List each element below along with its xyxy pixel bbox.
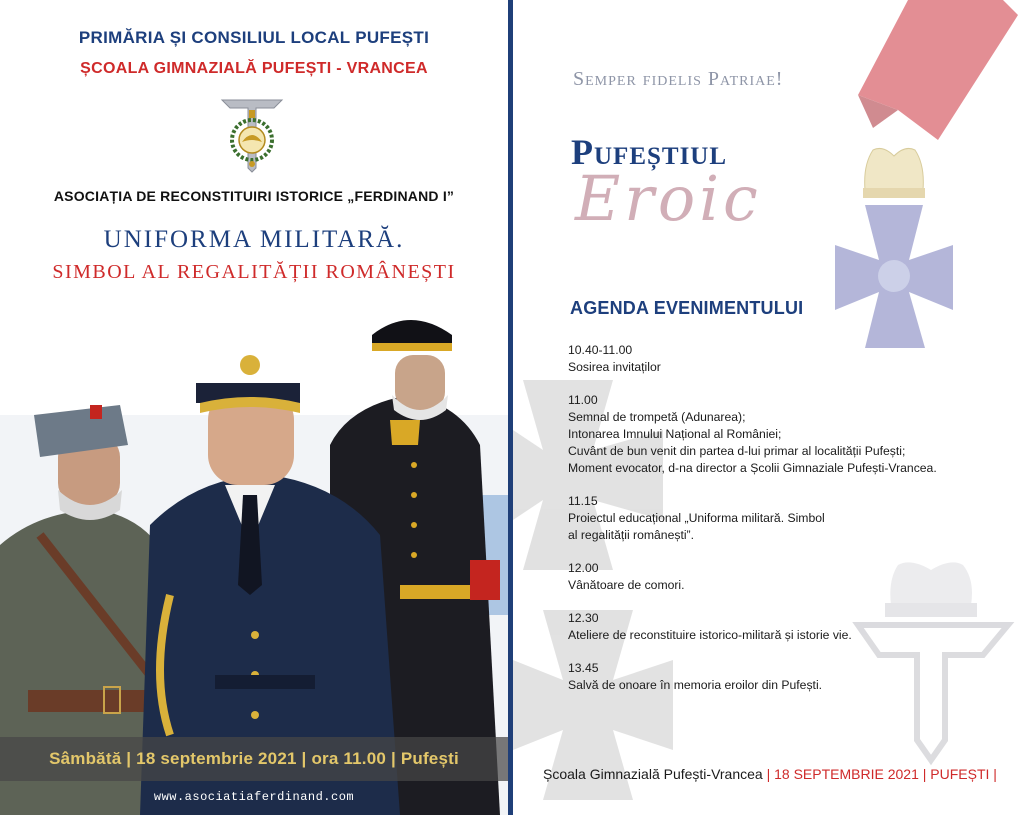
agenda-line: Ateliere de reconstituire istorico-militară și istorie vie.: [568, 628, 852, 642]
agenda-line: al regalității românești”.: [568, 528, 694, 542]
agenda-item: [568, 660, 1018, 694]
agenda-line: Semnal de trompetă (Adunarea);: [568, 410, 746, 424]
left-panel: [0, 0, 508, 815]
agenda-item: [568, 342, 1018, 376]
event-date-text: Sâmbătă | 18 septembrie 2021 | ora 11.00 | Pufești: [49, 749, 459, 768]
event-date-bar: [0, 737, 508, 781]
agenda-title: AGENDA EVENIMENTULUI: [570, 298, 804, 318]
agenda-item: [568, 493, 1018, 544]
agenda-list: [568, 342, 1018, 710]
right-panel: [513, 0, 1024, 815]
org-line-scoala: ȘCOALA GIMNAZIALĂ PUFEȘTI - VRANCEA: [80, 60, 428, 77]
footer-line: [543, 766, 1023, 782]
headline-simbol: SIMBOL AL REGALITĂȚII ROMÂNEȘTI: [52, 261, 456, 283]
org-line-primaria: PRIMĂRIA ȘI CONSILIUL LOCAL PUFEȘTI: [78, 28, 430, 47]
agenda-time: 12.30: [568, 611, 599, 625]
ferdinand-crest-icon: [218, 98, 286, 174]
agenda-time: 10.40-11.00: [568, 343, 633, 357]
agenda-line: Sosirea invitaților: [568, 360, 661, 374]
agenda-time: 11.15: [568, 494, 598, 508]
agenda-time: 11.00: [568, 393, 598, 407]
agenda-item: [568, 392, 1018, 477]
order-cross-icon: [835, 0, 1018, 348]
agenda-line: Intonarea Imnului Național al României;: [568, 427, 782, 441]
agenda-line: Proiectul educațional „Uniforma militară. Simbol: [568, 511, 825, 525]
agenda-time: 13.45: [568, 661, 599, 675]
title-eroic: Eroic: [575, 162, 762, 235]
agenda-line: Moment evocator, d-na director a Școlii Gimnaziale Pufești-Vrancea.: [568, 461, 937, 475]
agenda-line: Vânătoare de comori.: [568, 578, 685, 592]
agenda-line: Cuvânt de bun venit din partea d-lui primar al localității Pufești;: [568, 444, 906, 458]
agenda-item: [568, 610, 1018, 644]
footer-date: | 18 SEPTEMBRIE 2021 | PUFEȘTI |: [762, 766, 997, 782]
association-name: ASOCIAȚIA DE RECONSTITUIRI ISTORICE „FERDINAND I”: [53, 188, 455, 204]
footer-school: Școala Gimnazială Pufești-Vrancea: [543, 766, 763, 782]
agenda-line: Salvă de onoare în memoria eroilor din Pufești.: [568, 678, 823, 692]
agenda-time: 12.00: [568, 561, 599, 575]
website-link[interactable]: www.asociatiaferdinand.com: [153, 790, 355, 804]
agenda-item: [568, 560, 1018, 594]
headline-uniforma: UNIFORMA MILITARĂ.: [103, 226, 405, 253]
title-pufestiul: Pufeștiul: [571, 132, 728, 172]
motto: Semper fidelis Patriae!: [573, 68, 784, 90]
